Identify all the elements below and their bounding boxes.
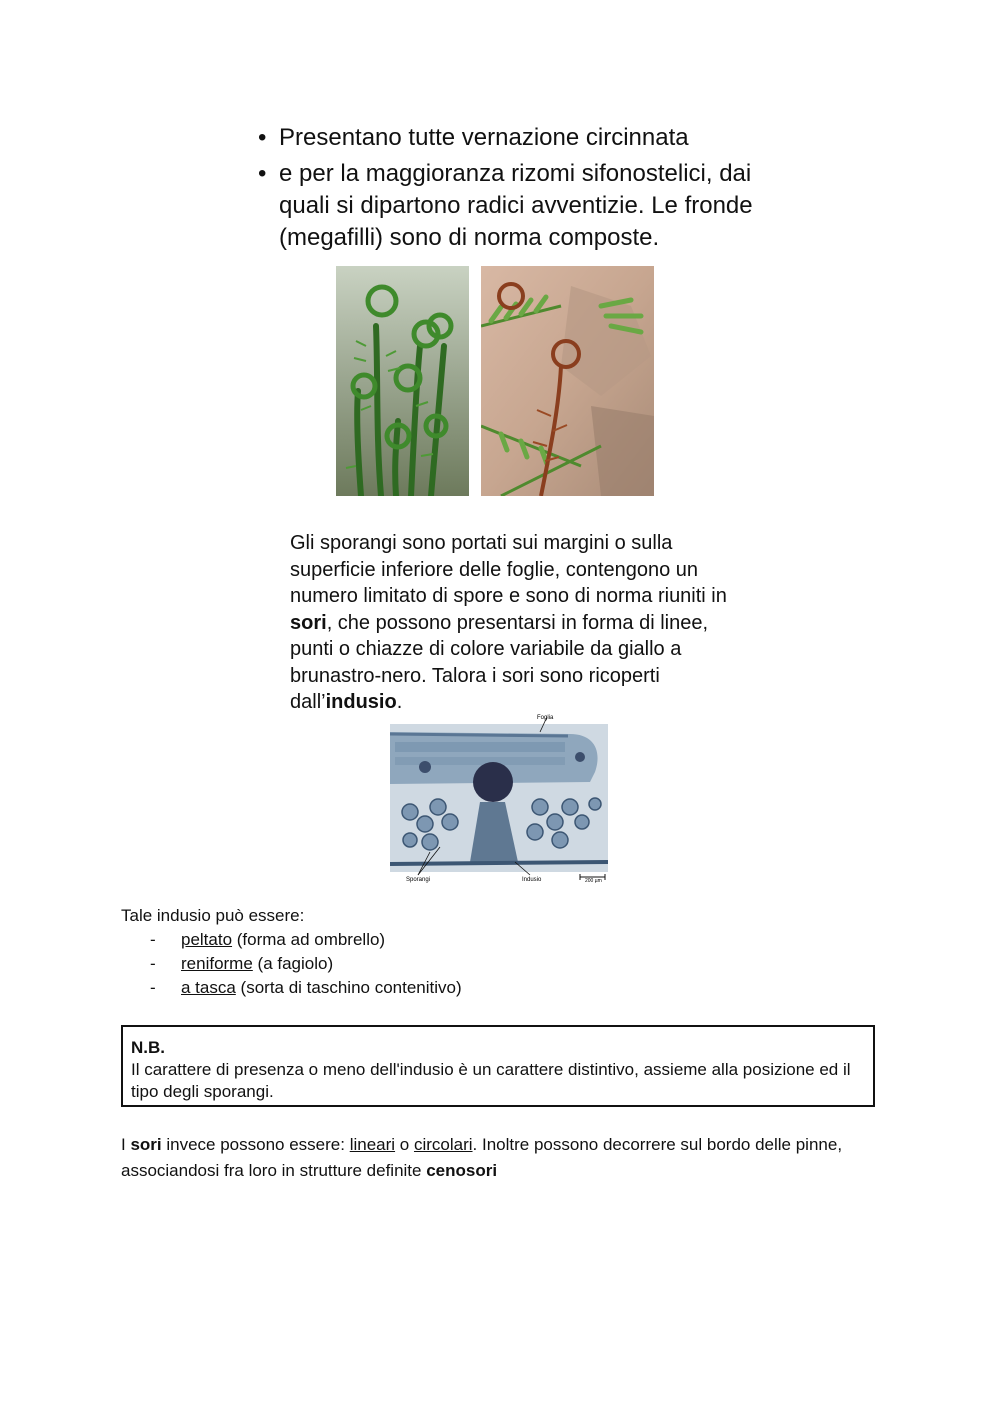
term-circolari: circolari	[413, 1135, 473, 1154]
label-foglia: Foglia	[537, 715, 554, 721]
bullet-symbol: •	[258, 160, 267, 187]
indusium-intro: Tale indusio può essere:	[121, 906, 305, 925]
paragraph-text: .	[396, 691, 403, 713]
brown-fiddlehead-photo	[481, 266, 654, 496]
term-indusio: indusio	[325, 691, 397, 713]
sorus-micrograph	[390, 712, 612, 884]
closing-text: I	[121, 1135, 131, 1154]
note-title: N.B.	[131, 1038, 165, 1057]
note-box	[121, 1025, 875, 1107]
dash-symbol: -	[150, 978, 156, 997]
term-sori: sori	[290, 611, 327, 634]
term-lineari: lineari	[349, 1135, 396, 1154]
bullet-list	[258, 122, 778, 258]
type-term: a tasca	[181, 978, 236, 997]
bullet-text: e per la maggioranza rizomi sifonostelici, dai quali si dipartono radici avventizie. Le fronde (megafilli) sono di norma composte.	[279, 160, 753, 251]
paragraph-text: Gli sporangi sono portati sui margini o sulla superficie inferiore delle foglie, contengono un numero limitato di spore e sono di norma riuniti in	[290, 532, 727, 607]
closing-paragraph	[121, 1132, 881, 1184]
type-desc: (sorta di taschino contenitivo)	[235, 978, 462, 997]
list-item	[150, 928, 462, 952]
list-item	[150, 952, 462, 976]
dash-symbol: -	[150, 954, 156, 973]
type-desc: (a fagiolo)	[252, 954, 334, 973]
label-scale: 200 µm	[585, 878, 602, 884]
closing-text: . Inoltre possono decorrere sul bordo delle pinne, associandosi fra loro in strutture definite	[121, 1135, 843, 1180]
type-desc: (forma ad ombrello)	[232, 930, 386, 949]
type-term: peltato	[181, 930, 233, 949]
bullet-symbol: •	[258, 124, 267, 151]
bullet-text: Presentano tutte vernazione circinnata	[279, 124, 689, 151]
dash-symbol: -	[150, 930, 156, 949]
note-text: Il carattere di presenza o meno dell'indusio è un carattere distintivo, assieme alla posizione ed il tipo degli sporangi.	[131, 1060, 851, 1101]
term-cenosori: cenosori	[426, 1161, 498, 1180]
paragraph-text: , che possono presentarsi in forma di linee, punti o chiazze di colore variabile da giallo a brunastro-nero. Talora i sori sono ricoperti dall’	[290, 611, 709, 713]
bullet-item	[258, 122, 778, 154]
bullet-item	[258, 158, 778, 254]
term-sori: sori	[130, 1135, 162, 1154]
type-term: reniforme	[181, 954, 253, 973]
list-item	[150, 976, 462, 1000]
closing-text: invece possono essere:	[161, 1135, 350, 1154]
label-indusio: Indusio	[522, 877, 542, 883]
green-fiddleheads-photo	[336, 266, 469, 496]
sporangia-paragraph	[290, 530, 740, 716]
indusium-types-list	[150, 928, 462, 1000]
label-sporangi: Sporangi	[406, 877, 431, 883]
closing-text: o	[395, 1135, 414, 1154]
